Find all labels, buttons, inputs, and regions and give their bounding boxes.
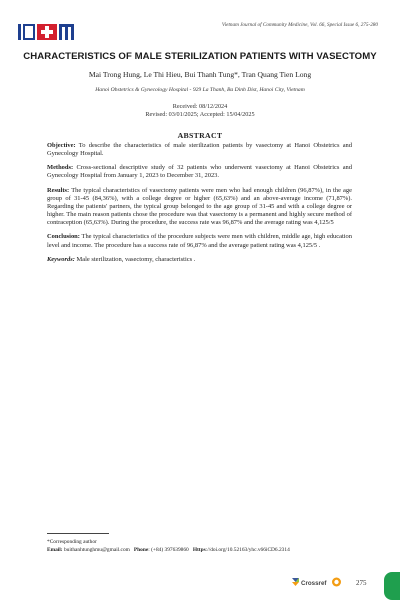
crossref-icon <box>292 578 299 586</box>
corresponding-author: *Corresponding author <box>47 539 97 545</box>
conclusion-label: Conclusion: <box>47 233 80 241</box>
abstract-body <box>47 142 352 270</box>
crossref-label: Crossref <box>301 580 327 587</box>
phone-number: : (+84) 397639860 <box>148 546 189 553</box>
methods-text: Cross-sectional descriptive study of 32 patients who underwent vasectomy at Hanoi Obstetrics and Gynecology Hospital from January 1, 2023 to December 31, 2023. <box>47 164 352 180</box>
keywords-text: Male sterilization, vasectomy, characteristics . <box>76 255 196 263</box>
footnote-divider <box>47 533 109 534</box>
keywords-paragraph <box>47 256 352 264</box>
submission-dates <box>14 103 386 119</box>
results-text: The typical characteristics of vasectomy patients were men who had enough children (96,87%), in the age group of 31-45 (84,36%), with a college degree or higher (65,63%) and an above-average income (71,87%). Regarding the patients' partners, the typical group belonged to the age group of 31-45 and with a college degree or higher. The main reason patients chose the procedure was that vasectomy is a permanent and highly secure method of contraception (65,63%). During the procedure, the success rate was 96,87% and the average rating was 4,125/5 <box>47 186 352 227</box>
paper-title: CHARACTERISTICS OF MALE STERILIZATION PATIENTS WITH VASECTOMY <box>23 51 377 62</box>
keywords-label: Keywords: <box>47 255 75 263</box>
journal-logo <box>18 22 76 42</box>
journal-citation: Vietnam Journal of Community Medicine, Vol. 66, Special Issue 6, 275-280 <box>221 22 378 28</box>
https-label: Https <box>192 546 206 553</box>
methods-paragraph <box>47 164 352 180</box>
footnote <box>47 539 380 555</box>
objective-label: Objective: <box>47 142 76 149</box>
page-edge-tab <box>384 572 400 600</box>
affiliation: Hanoi Obstetrics & Gynecology Hospital - 929 La Thanh, Ba Dinh Dist, Hanoi City, Vietnam <box>95 87 305 93</box>
results-paragraph <box>47 187 352 228</box>
methods-label: Methods: <box>47 164 74 172</box>
received-date: Received: 08/12/2024 <box>172 103 228 110</box>
phone-label: Phone <box>133 546 149 553</box>
email-label: Email: <box>47 546 63 553</box>
crossref-logo[interactable] <box>290 575 342 589</box>
objective-paragraph <box>47 142 352 158</box>
email-link[interactable]: buithanhtunghmu@gmail.com <box>63 546 130 553</box>
revised-accepted-date: Revised: 03/01/2025; Accepted: 15/04/2025 <box>145 111 255 118</box>
results-label: Results: <box>47 186 70 194</box>
objective-text: To describe the characteristics of male sterilization patients by vasectomy at Hanoi Obstetrics and Gynecology Hospital. <box>47 142 352 158</box>
contact-line <box>47 547 380 555</box>
page-number: 275 <box>356 579 367 587</box>
conclusion-paragraph <box>47 233 352 249</box>
conclusion-text: The typical characteristics of the procedure subjects were men with children, middle age, high education level and income. The procedure has a success rate of 96,87% and the average patient rating was 4,125/5 . <box>47 233 352 249</box>
doi-link[interactable]: ://doi.org/10.52163/yhc.v66iCD6.2314 <box>205 546 290 553</box>
author-list: Mai Trong Hung, Le Thi Hieu, Bui Thanh Tung*, Tran Quang Tien Long <box>88 70 312 79</box>
abstract-heading: ABSTRACT <box>177 131 223 140</box>
